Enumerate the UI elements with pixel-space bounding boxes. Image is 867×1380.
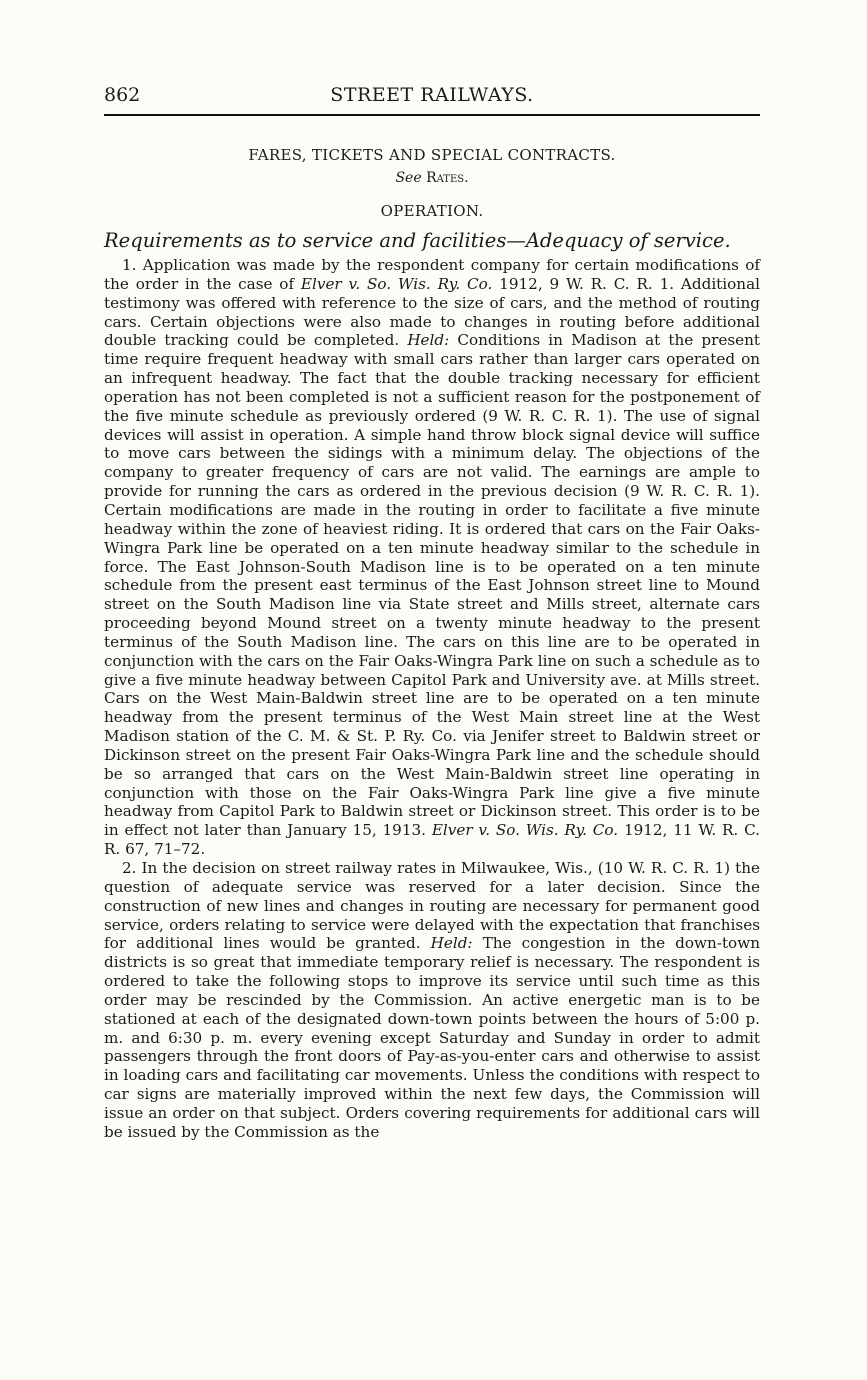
see-prefix: See	[395, 170, 422, 186]
paragraph-1-text: 1912, 11 W. R. C. R. 67, 71–72.	[104, 821, 760, 859]
case-citation: Elver v. So. Wis. Ry. Co.	[431, 821, 619, 840]
held-label: Held:	[407, 331, 450, 350]
page-number: 862	[104, 84, 141, 106]
subheading: Requirements as to service and facilities—Adequacy of service.	[104, 229, 731, 252]
paragraph-1-text: 1. Application was made by the respondent company for certain modifications of the order in the case of	[104, 256, 760, 293]
fares-heading: FARES, TICKETS AND SPECIAL CONTRACTS.	[248, 146, 616, 164]
page-header	[104, 84, 760, 112]
header-rule	[104, 114, 760, 116]
running-title: STREET RAILWAYS.	[330, 84, 534, 106]
paragraph-2-text: The congestion in the down-town districts is so great that immediate temporary relief is necessary. The respondent is ordered to take the following stops to improve its service until such time as this order may be rescinded by the Commission. An active energetic man is to be stationed at each of the designated down-town points between the hours of 5:00 p. m. and 6:30 p. m. every evening except Saturday and Sunday in order to admit passengers through the front doors of Pay-as-you-enter cars and otherwise to assist in loading cars and facilitating car movements. Unless the conditions with respect to car signs are materially improved within the next few days, the Commission will issue an order on that subject. Orders covering requirements for additional cars will be issued by the Commission as the	[104, 934, 760, 1141]
paragraph-2	[104, 859, 760, 1142]
paragraph-1-text: Conditions in Madison at the present time require frequent headway with small cars rather than larger cars operated on an infrequent headway. The fact that the double tracking necessary for efficient operation has not been completed is not a sufficient reason for the postponement of the five minute schedule as previously ordered (9 W. R. C. R. 1). The use of signal devices will assist in operation. A simple hand throw block signal device will suffice to move cars between the sidings with a minimum delay. The objections of the company to greater frequency of cars are not valid. The earnings are ample to provide for running the cars as ordered in the previous decision (9 W. R. C. R. 1). Certain modifications are made in the routing in order to facilitate a five minute headway within the zone of heaviest riding. It is ordered that cars on the Fair Oaks-Wingra Park line be operated on a ten minute headway similar to the schedule in force. The East Johnson-South Madison line is to be operated on a ten minute schedule from the present east terminus of the East Johnson street line to Mound street on the South Madison line via State street and Mills street, alternate cars proceeding beyond Mound street on a twenty minute headway to the present terminus of the South Madison line. The cars on this line are to be operated in conjunction with the cars on the Fair Oaks-Wingra Park line on such a schedule as to give a five minute headway between Capitol Park and University ave. at Mills street. Cars on the West Main-Baldwin street line are to be operated on a ten minute headway from the present terminus of the West Main street line at the West Madison station of the C. M. & St. P. Ry. Co. via Jenifer street to Baldwin street or Dickinson street on the present Fair Oaks-Wingra Park line and the schedule should be so arranged that cars on the West Main-Baldwin street line operating in conjunction with those on the Fair Oaks-Wingra Park line give a five minute headway from Capitol Park to Baldwin street or Dickinson street. This order is to be in effect not later than January 15, 1913.	[104, 331, 761, 840]
paragraph-2-text: 2. In the decision on street railway rates in Milwaukee, Wis., (10 W. R. C. R. 1) the question of adequate service was reserved for a later decision. Since the construction of new lines and changes in routing are necessary for permanent good service, orders relating to service were delayed with the expectation that franchises for additional lines would be granted.	[104, 859, 760, 953]
see-reference	[104, 170, 760, 186]
paragraph-1	[104, 256, 760, 859]
operation-heading: OPERATION.	[380, 202, 484, 220]
held-label: Held:	[430, 934, 473, 953]
see-target: Rates.	[426, 170, 469, 186]
body-text	[104, 256, 760, 1142]
case-citation: Elver v. So. Wis. Ry. Co.	[300, 274, 493, 293]
paragraph-1-text: 1912, 9 W. R. C. R. 1. Additional testimony was offered with reference to the size of cars, and the method of routing cars. Certain objections were also made to changes in routing before additional double tracking could be completed.	[104, 274, 760, 350]
